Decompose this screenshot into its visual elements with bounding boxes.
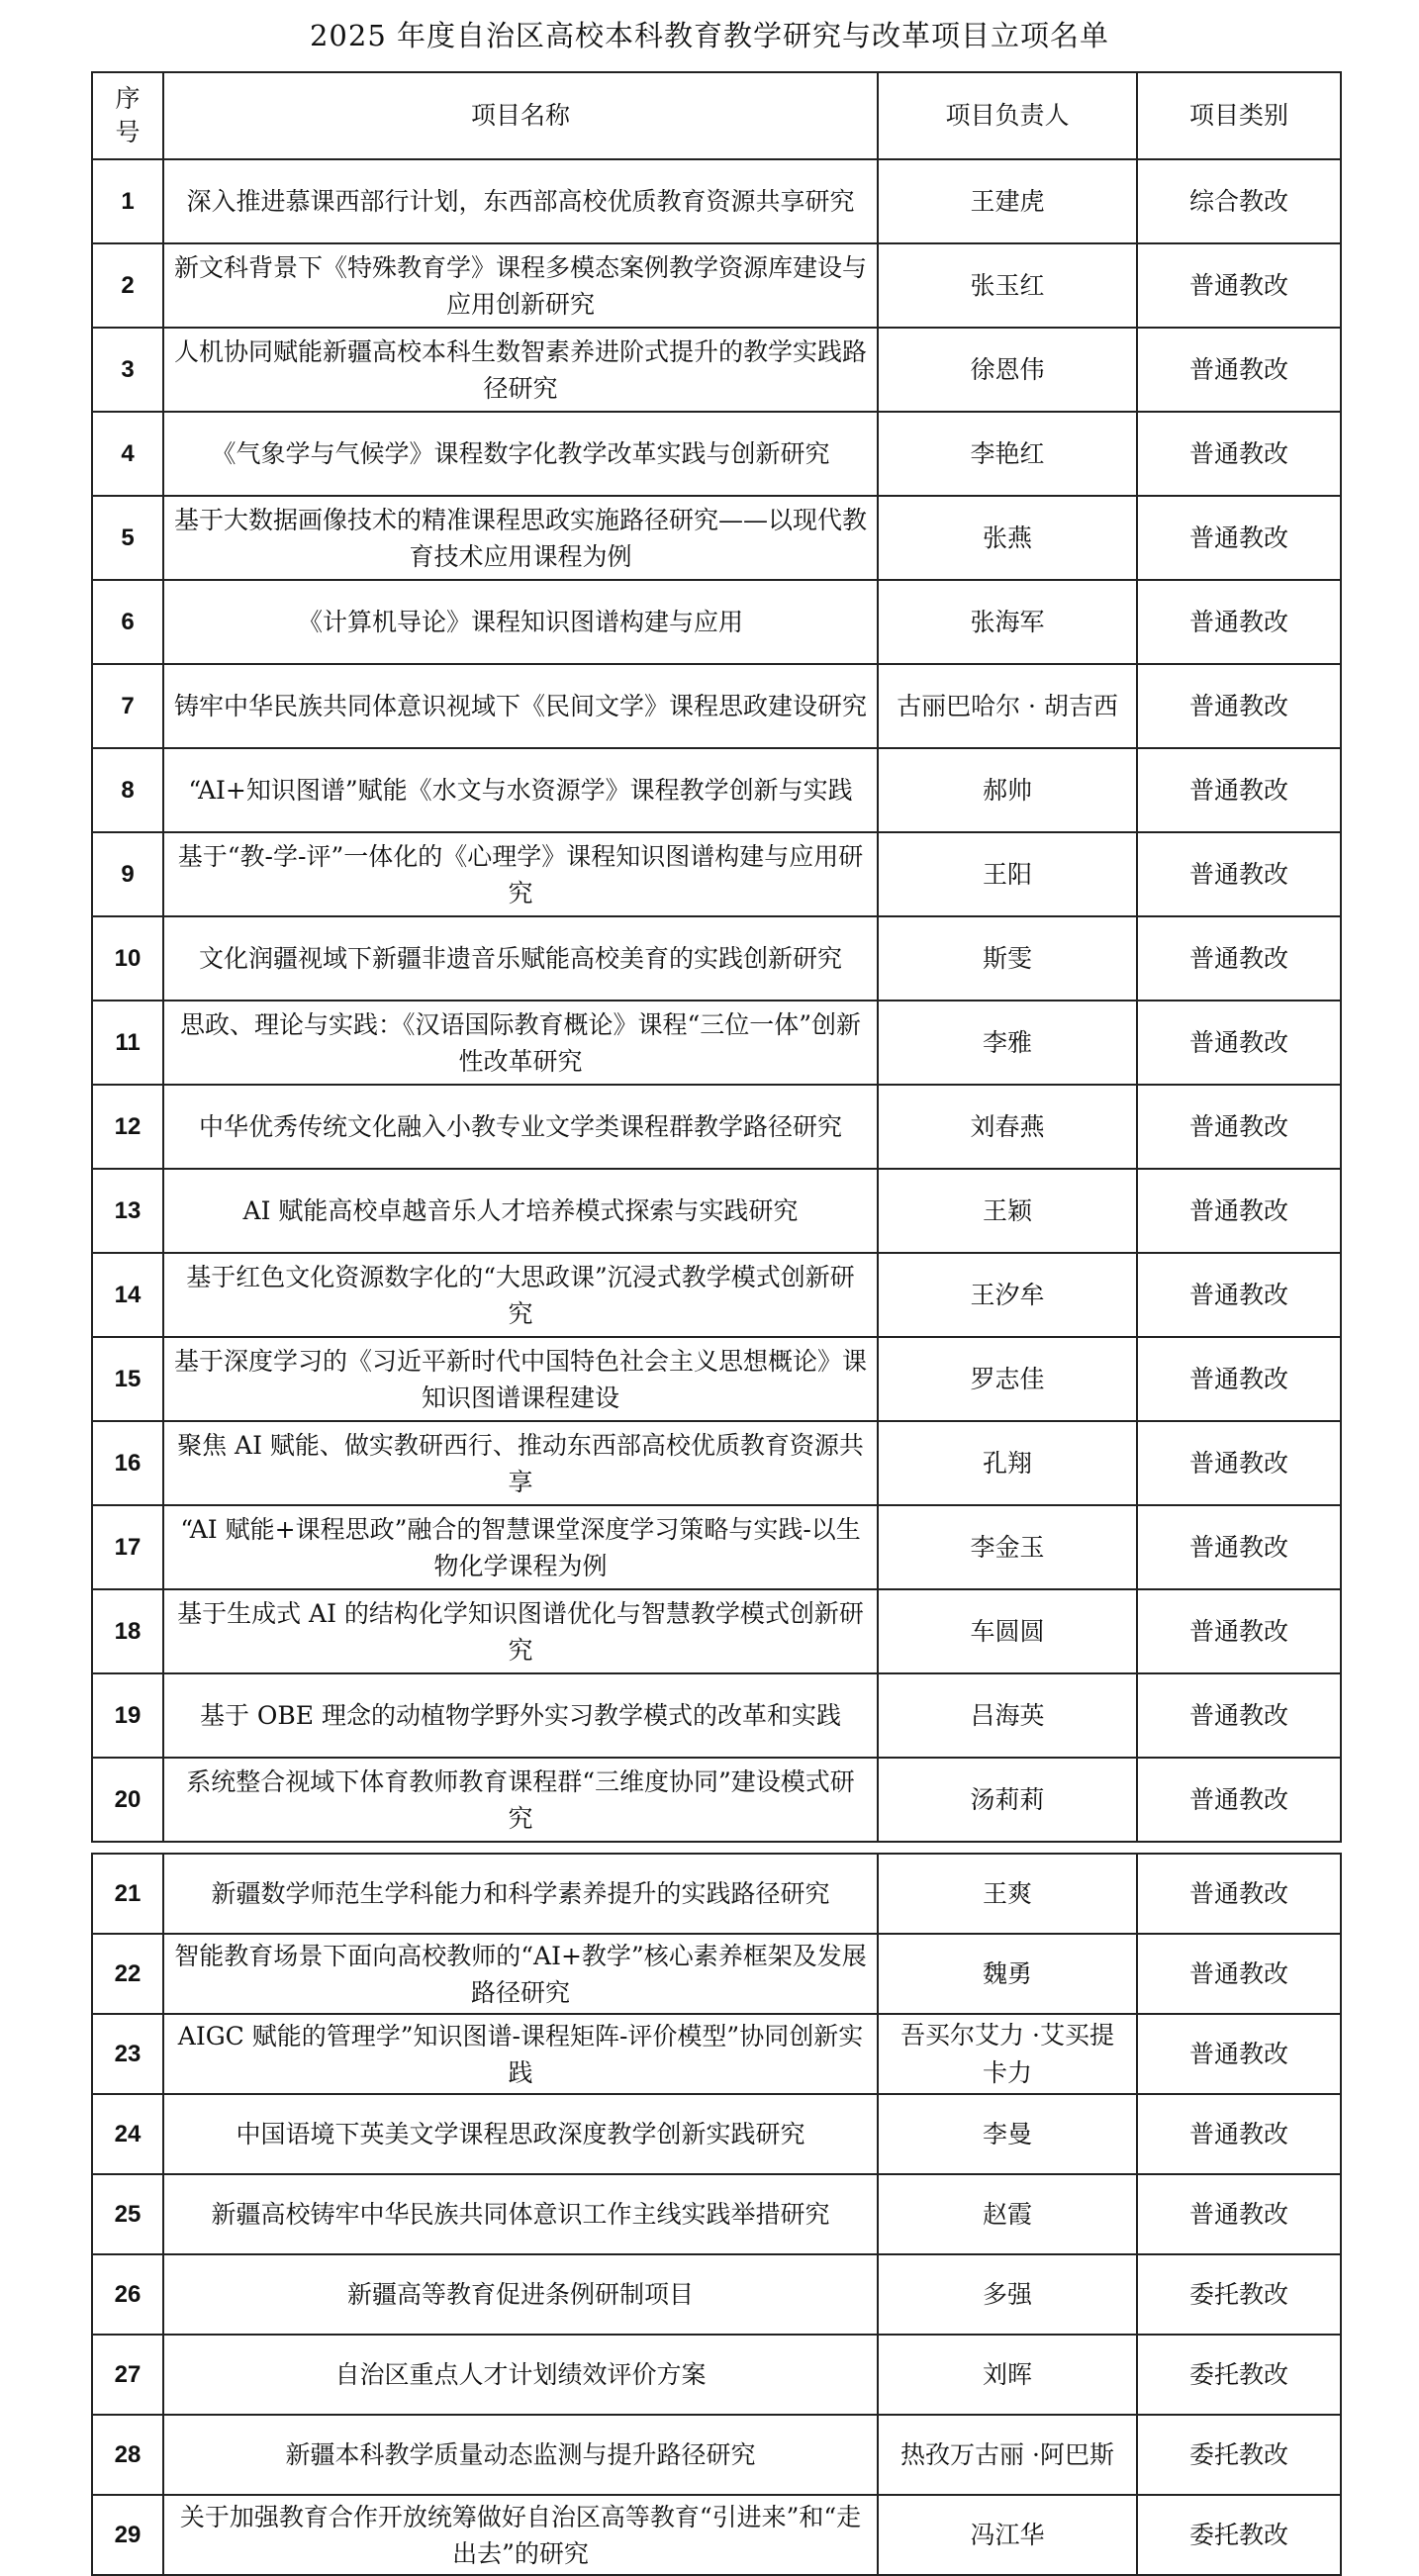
table-row: [92, 832, 1341, 916]
cell-leader: 张燕: [878, 496, 1137, 580]
cell-num: 10: [92, 916, 163, 1001]
table-header-row: [92, 72, 1341, 159]
cell-project-name: 基于深度学习的《习近平新时代中国特色社会主义思想概论》课知识图谱课程建设: [163, 1337, 878, 1421]
cell-project-name: 新疆高校铸牢中华民族共同体意识工作主线实践举措研究: [163, 2174, 878, 2254]
cell-leader: 王汐牟: [878, 1253, 1137, 1337]
cell-category: 普通教改: [1137, 832, 1341, 916]
cell-num: 22: [92, 1934, 163, 2014]
table-row: [92, 496, 1341, 580]
table-row: [92, 2495, 1341, 2575]
cell-category: 普通教改: [1137, 1421, 1341, 1505]
table-row: [92, 1253, 1341, 1337]
cell-leader: 李雅: [878, 1001, 1137, 1085]
cell-leader: 吾买尔艾力 ·艾买提卡力: [878, 2014, 1137, 2094]
cell-category: 普通教改: [1137, 1085, 1341, 1169]
cell-num: 21: [92, 1854, 163, 1934]
cell-project-name: 新疆本科教学质量动态监测与提升路径研究: [163, 2415, 878, 2495]
cell-project-name: 中华优秀传统文化融入小教专业文学类课程群教学路径研究: [163, 1085, 878, 1169]
table-row: [92, 2174, 1341, 2254]
project-table-part1: [91, 71, 1342, 1843]
header-num: 序号: [92, 72, 163, 159]
table-row: [92, 328, 1341, 412]
table-row: [92, 748, 1341, 832]
project-table-part2: [91, 1853, 1342, 2576]
cell-leader: 刘晖: [878, 2335, 1137, 2415]
page-title: 2025 年度自治区高校本科教育教学研究与改革项目立项名单: [309, 19, 1110, 52]
cell-num: 17: [92, 1505, 163, 1589]
cell-project-name: 关于加强教育合作开放统筹做好自治区高等教育“引进来”和“走出去”的研究: [163, 2495, 878, 2575]
cell-category: 普通教改: [1137, 1934, 1341, 2014]
cell-category: 委托教改: [1137, 2415, 1341, 2495]
cell-project-name: 新疆高等教育促进条例研制项目: [163, 2254, 878, 2335]
table-row: [92, 2014, 1341, 2094]
cell-num: 19: [92, 1673, 163, 1758]
cell-leader: 李艳红: [878, 412, 1137, 496]
cell-num: 18: [92, 1589, 163, 1673]
cell-num: 25: [92, 2174, 163, 2254]
cell-category: 综合教改: [1137, 159, 1341, 243]
cell-num: 7: [92, 664, 163, 748]
table-row: [92, 664, 1341, 748]
cell-num: 3: [92, 328, 163, 412]
cell-leader: 吕海英: [878, 1673, 1137, 1758]
cell-num: 26: [92, 2254, 163, 2335]
table-row: [92, 580, 1341, 664]
cell-leader: 张海军: [878, 580, 1137, 664]
cell-category: 普通教改: [1137, 496, 1341, 580]
cell-num: 4: [92, 412, 163, 496]
cell-num: 2: [92, 243, 163, 328]
cell-category: 普通教改: [1137, 2094, 1341, 2174]
table-row: [92, 1169, 1341, 1253]
cell-leader: 张玉红: [878, 243, 1137, 328]
cell-project-name: 中国语境下英美文学课程思政深度教学创新实践研究: [163, 2094, 878, 2174]
cell-project-name: AIGC 赋能的管理学”知识图谱-课程矩阵-评价模型”协同创新实践: [163, 2014, 878, 2094]
cell-num: 8: [92, 748, 163, 832]
table-row: [92, 243, 1341, 328]
cell-category: 普通教改: [1137, 916, 1341, 1001]
cell-leader: 李曼: [878, 2094, 1137, 2174]
cell-project-name: 基于大数据画像技术的精准课程思政实施路径研究——以现代教育技术应用课程为例: [163, 496, 878, 580]
cell-num: 20: [92, 1758, 163, 1842]
cell-project-name: 自治区重点人才计划绩效评价方案: [163, 2335, 878, 2415]
cell-num: 12: [92, 1085, 163, 1169]
cell-project-name: AI 赋能高校卓越音乐人才培养模式探索与实践研究: [163, 1169, 878, 1253]
cell-num: 6: [92, 580, 163, 664]
cell-leader: 车圆圆: [878, 1589, 1137, 1673]
cell-num: 1: [92, 159, 163, 243]
cell-category: 委托教改: [1137, 2335, 1341, 2415]
cell-leader: 魏勇: [878, 1934, 1137, 2014]
cell-project-name: 智能教育场景下面向高校教师的“AI+教学”核心素养框架及发展路径研究: [163, 1934, 878, 2014]
cell-leader: 冯江华: [878, 2495, 1137, 2575]
cell-leader: 赵霞: [878, 2174, 1137, 2254]
cell-num: 9: [92, 832, 163, 916]
table-row: [92, 1589, 1341, 1673]
cell-leader: 王建虎: [878, 159, 1137, 243]
cell-category: 普通教改: [1137, 1253, 1341, 1337]
cell-project-name: 聚焦 AI 赋能、做实教研西行、推动东西部高校优质教育资源共享: [163, 1421, 878, 1505]
cell-category: 普通教改: [1137, 1001, 1341, 1085]
cell-leader: 汤莉莉: [878, 1758, 1137, 1842]
cell-category: 普通教改: [1137, 412, 1341, 496]
cell-project-name: “AI 赋能+课程思政”融合的智慧课堂深度学习策略与实践-以生物化学课程为例: [163, 1505, 878, 1589]
table-row: [92, 916, 1341, 1001]
table-row: [92, 2254, 1341, 2335]
table-row: [92, 1934, 1341, 2014]
cell-num: 27: [92, 2335, 163, 2415]
cell-leader: 古丽巴哈尔 · 胡吉西: [878, 664, 1137, 748]
cell-category: 委托教改: [1137, 2254, 1341, 2335]
cell-category: 普通教改: [1137, 2014, 1341, 2094]
cell-project-name: 新疆数学师范生学科能力和科学素养提升的实践路径研究: [163, 1854, 878, 1934]
cell-leader: 王爽: [878, 1854, 1137, 1934]
cell-leader: 孔翔: [878, 1421, 1137, 1505]
cell-category: 普通教改: [1137, 1673, 1341, 1758]
cell-category: 普通教改: [1137, 2174, 1341, 2254]
cell-num: 23: [92, 2014, 163, 2094]
cell-category: 普通教改: [1137, 328, 1341, 412]
cell-leader: 王阳: [878, 832, 1137, 916]
table-row: [92, 1337, 1341, 1421]
cell-project-name: 文化润疆视域下新疆非遗音乐赋能高校美育的实践创新研究: [163, 916, 878, 1001]
cell-project-name: 基于红色文化资源数字化的“大思政课”沉浸式教学模式创新研究: [163, 1253, 878, 1337]
cell-category: 普通教改: [1137, 1169, 1341, 1253]
cell-category: 普通教改: [1137, 748, 1341, 832]
header-category: 项目类别: [1137, 72, 1341, 159]
table-row: [92, 2415, 1341, 2495]
cell-leader: 热孜万古丽 ·阿巴斯: [878, 2415, 1137, 2495]
cell-leader: 徐恩伟: [878, 328, 1137, 412]
cell-num: 11: [92, 1001, 163, 1085]
cell-num: 24: [92, 2094, 163, 2174]
cell-category: 普通教改: [1137, 1589, 1341, 1673]
table-row: [92, 1505, 1341, 1589]
cell-leader: 王颖: [878, 1169, 1137, 1253]
cell-num: 14: [92, 1253, 163, 1337]
table-row: [92, 412, 1341, 496]
cell-num: 29: [92, 2495, 163, 2575]
cell-category: 普通教改: [1137, 1505, 1341, 1589]
table-row: [92, 1673, 1341, 1758]
table-row: [92, 1758, 1341, 1842]
cell-project-name: 系统整合视域下体育教师教育课程群“三维度协同”建设模式研究: [163, 1758, 878, 1842]
cell-project-name: 思政、理论与实践：《汉语国际教育概论》课程“三位一体”创新性改革研究: [163, 1001, 878, 1085]
cell-num: 28: [92, 2415, 163, 2495]
table-row: [92, 1001, 1341, 1085]
cell-project-name: 基于生成式 AI 的结构化学知识图谱优化与智慧教学模式创新研究: [163, 1589, 878, 1673]
cell-leader: 多强: [878, 2254, 1137, 2335]
cell-leader: 斯雯: [878, 916, 1137, 1001]
cell-category: 普通教改: [1137, 243, 1341, 328]
cell-project-name: 《气象学与气候学》课程数字化教学改革实践与创新研究: [163, 412, 878, 496]
cell-project-name: 铸牢中华民族共同体意识视域下《民间文学》课程思政建设研究: [163, 664, 878, 748]
cell-leader: 李金玉: [878, 1505, 1137, 1589]
cell-project-name: 人机协同赋能新疆高校本科生数智素养进阶式提升的教学实践路径研究: [163, 328, 878, 412]
header-leader: 项目负责人: [878, 72, 1137, 159]
cell-project-name: 基于 OBE 理念的动植物学野外实习教学模式的改革和实践: [163, 1673, 878, 1758]
cell-project-name: 《计算机导论》课程知识图谱构建与应用: [163, 580, 878, 664]
cell-category: 普通教改: [1137, 664, 1341, 748]
table-row: [92, 2335, 1341, 2415]
cell-num: 13: [92, 1169, 163, 1253]
cell-num: 5: [92, 496, 163, 580]
table-row: [92, 159, 1341, 243]
cell-leader: 刘春燕: [878, 1085, 1137, 1169]
cell-leader: 罗志佳: [878, 1337, 1137, 1421]
cell-project-name: “AI+知识图谱”赋能《水文与水资源学》课程教学创新与实践: [163, 748, 878, 832]
cell-num: 15: [92, 1337, 163, 1421]
table-row: [92, 1854, 1341, 1934]
table-row: [92, 2094, 1341, 2174]
cell-category: 普通教改: [1137, 1854, 1341, 1934]
table-row: [92, 1085, 1341, 1169]
cell-category: 普通教改: [1137, 580, 1341, 664]
header-name: 项目名称: [163, 72, 878, 159]
cell-num: 16: [92, 1421, 163, 1505]
table-row: [92, 1421, 1341, 1505]
cell-project-name: 深入推进慕课西部行计划，东西部高校优质教育资源共享研究: [163, 159, 878, 243]
cell-category: 普通教改: [1137, 1337, 1341, 1421]
cell-project-name: 基于“教-学-评”一体化的《心理学》课程知识图谱构建与应用研究: [163, 832, 878, 916]
cell-project-name: 新文科背景下《特殊教育学》课程多模态案例教学资源库建设与应用创新研究: [163, 243, 878, 328]
cell-category: 普通教改: [1137, 1758, 1341, 1842]
cell-category: 委托教改: [1137, 2495, 1341, 2575]
cell-leader: 郝帅: [878, 748, 1137, 832]
